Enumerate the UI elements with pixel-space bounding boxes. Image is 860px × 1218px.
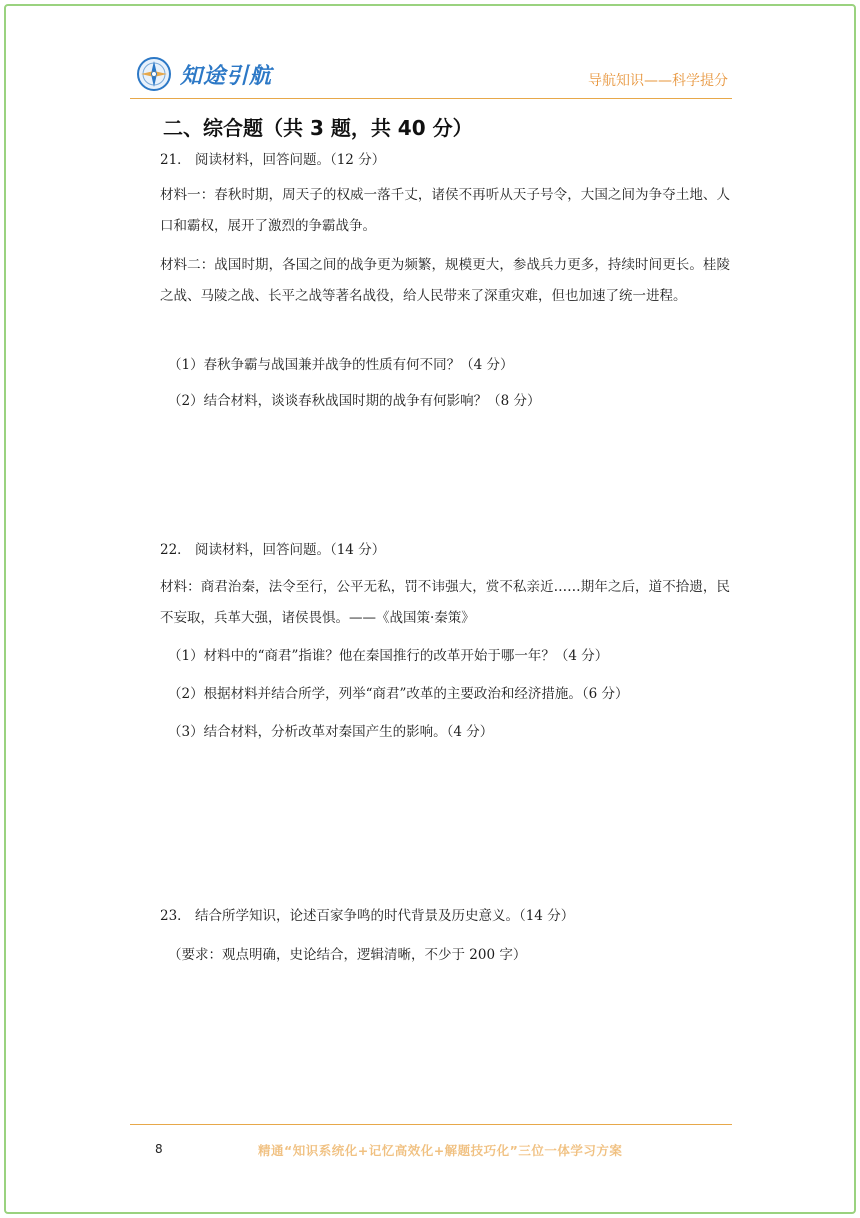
- footer-divider: [130, 1124, 732, 1125]
- section-title: 二、综合题（共 3 题，共 40 分）: [163, 116, 473, 140]
- question-21-material-2: 材料二：战国时期，各国之间的战争更为频繁，规模更大，参战兵力更多，持续时间更长。桂陵之战、马陵之战、长平之战等著名战役，给人民带来了深重灾难，但也加速了统一进程。: [160, 257, 730, 304]
- compass-logo-icon: [136, 56, 172, 92]
- question-21-stem: 21． 阅读材料，回答问题。（12 分）: [160, 152, 386, 168]
- question-21-sub-2: （2）结合材料，谈谈春秋战国时期的战争有何影响？（8 分）: [168, 393, 541, 409]
- logo: [136, 54, 272, 94]
- question-22-material: 材料：商君治秦，法令至行，公平无私，罚不讳强大，赏不私亲近……期年之后，道不拾遗，民不妄取，兵革大强，诸侯畏惧。——《战国策·秦策》: [160, 579, 730, 626]
- question-23-requirement: （要求：观点明确，史论结合，逻辑清晰，不少于 200 字）: [168, 947, 527, 963]
- footer-slogan: 精通“知识系统化+记忆高效化+解题技巧化”三位一体学习方案: [258, 1143, 623, 1158]
- question-22-sub-3: （3）结合材料，分析改革对秦国产生的影响。（4 分）: [168, 724, 494, 740]
- question-22-sub-1: （1）材料中的“商君”指谁？他在秦国推行的改革开始于哪一年？（4 分）: [168, 648, 609, 664]
- question-22-stem: 22． 阅读材料，回答问题。（14 分）: [160, 542, 386, 558]
- page-number: 8: [155, 1142, 163, 1156]
- question-22-sub-2: （2）根据材料并结合所学，列举“商君”改革的主要政治和经济措施。（6 分）: [168, 686, 629, 702]
- question-21-material-1: 材料一：春秋时期，周天子的权威一落千丈，诸侯不再听从天子号令，大国之间为争夺土地、人口和霸权，展开了激烈的争霸战争。: [160, 187, 730, 234]
- logo-text: 知途引航: [180, 63, 273, 89]
- header-slogan: 导航知识——科学提分: [588, 73, 728, 89]
- question-23-stem: 23． 结合所学知识，论述百家争鸣的时代背景及历史意义。（14 分）: [160, 908, 575, 924]
- page-header: [130, 48, 732, 99]
- question-21-sub-1: （1）春秋争霸与战国兼并战争的性质有何不同？（4 分）: [168, 357, 514, 373]
